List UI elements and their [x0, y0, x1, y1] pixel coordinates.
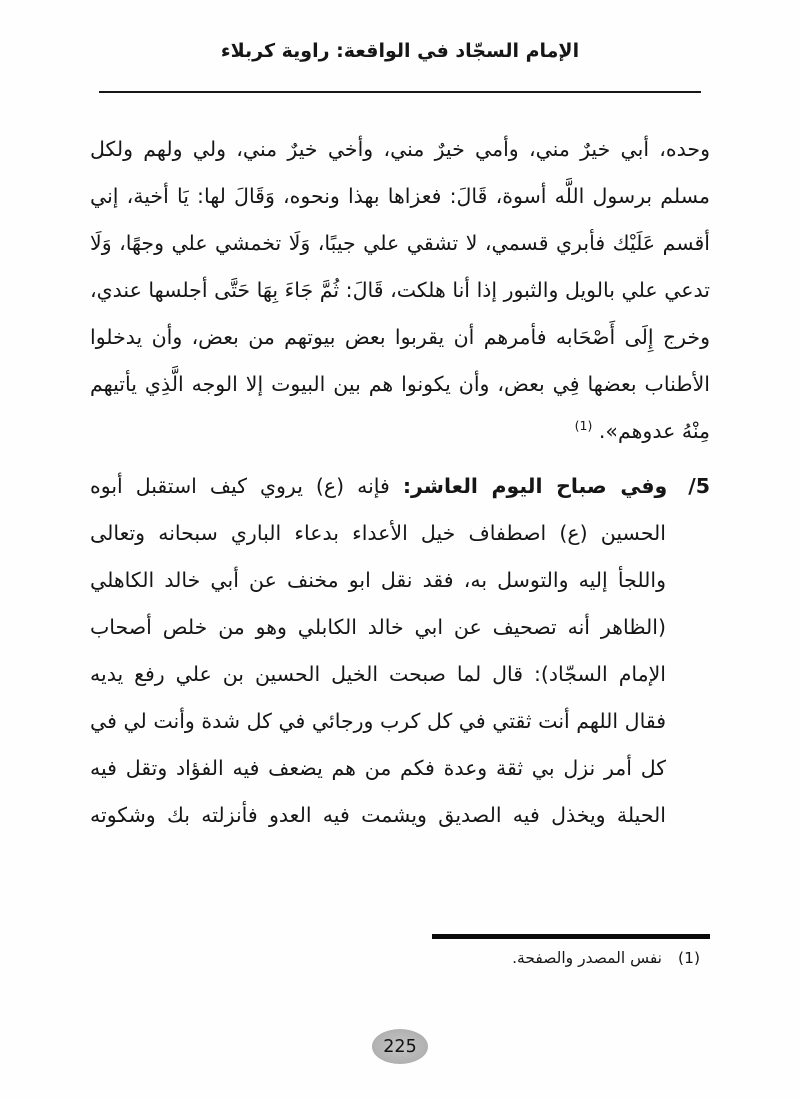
- footnote-separator: [432, 934, 710, 939]
- paragraph-text: وحده، أبي خيرٌ مني، وأمي خيرٌ مني، وأخي خيرٌ مني، ولي ولهم ولكل مسلم برسول اللَّه أسوة، قَالَ: فعزاها بهذا ونحوه، وَقَالَ لها: يَا أخية، إني أقسم عَلَيْك فأبري قسمي، لا تشقي علي جيبًا، وَلَا تخمشي علي وجهًا، وَلَا تدعي علي بالويل والثبور إذا أنا هلكت، قَالَ: ثُمَّ جَاءَ بِهَا حَتَّى أجلسها عندي، وخرج إِلَى أَصْحَابه فأمرهم أن يقربوا بعض بيوتهم من بعض، وأن يدخلوا الأطناب بعضها فِي بعض، وأن يكونوا هم بين البيوت إلا الوجه الَّذِي يأتيهم مِنْهُ عدوهم».: [90, 137, 710, 443]
- running-header: الإمام السجّاد في الواقعة: راوية كربلاء: [220, 40, 580, 62]
- item-text: فإنه (ع) يروي كيف استقبل أبوه الحسين (ع) اصطفاف خيل الأعداء بدعاء الباري سبحانه وتعالى واللجأ إليه والتوسل به، فقد نقل ابو مخنف عن أبي خالد الكاهلي (الظاهر أنه تصحيف عن ابي خالد الكابلي وهو من خلص أصحاب الإمام السجّاد): قال لما صبحت الخيل الحسين بن علي رفع يديه فقال اللهم أنت ثقتي في كل كرب ورجائي في كل شدة وأنت لي في كل أمر نزل بي ثقة وعدة فكم من هم يضعف فيه الفؤاد وتقل فيه الحيلة ويخذل فيه الصديق ويشمت فيه العدو فأنزلته بك وشكوته: [90, 474, 666, 827]
- page-number-badge: [372, 1029, 428, 1064]
- footnote-area: [90, 934, 710, 967]
- list-item-5: [90, 463, 710, 839]
- footnote-ref: (1): [574, 418, 593, 434]
- footnote-text: نفس المصدر والصفحة.: [512, 949, 662, 967]
- page-number: 225: [383, 1036, 417, 1057]
- item-number: 5/: [688, 474, 710, 498]
- footnote-marker: (1): [678, 949, 700, 967]
- page-body: [90, 126, 710, 926]
- header-rule: [99, 91, 701, 93]
- item-lead: وفي صباح اليوم العاشر:: [402, 474, 668, 498]
- footnote: [90, 949, 710, 967]
- paragraph: [90, 126, 710, 455]
